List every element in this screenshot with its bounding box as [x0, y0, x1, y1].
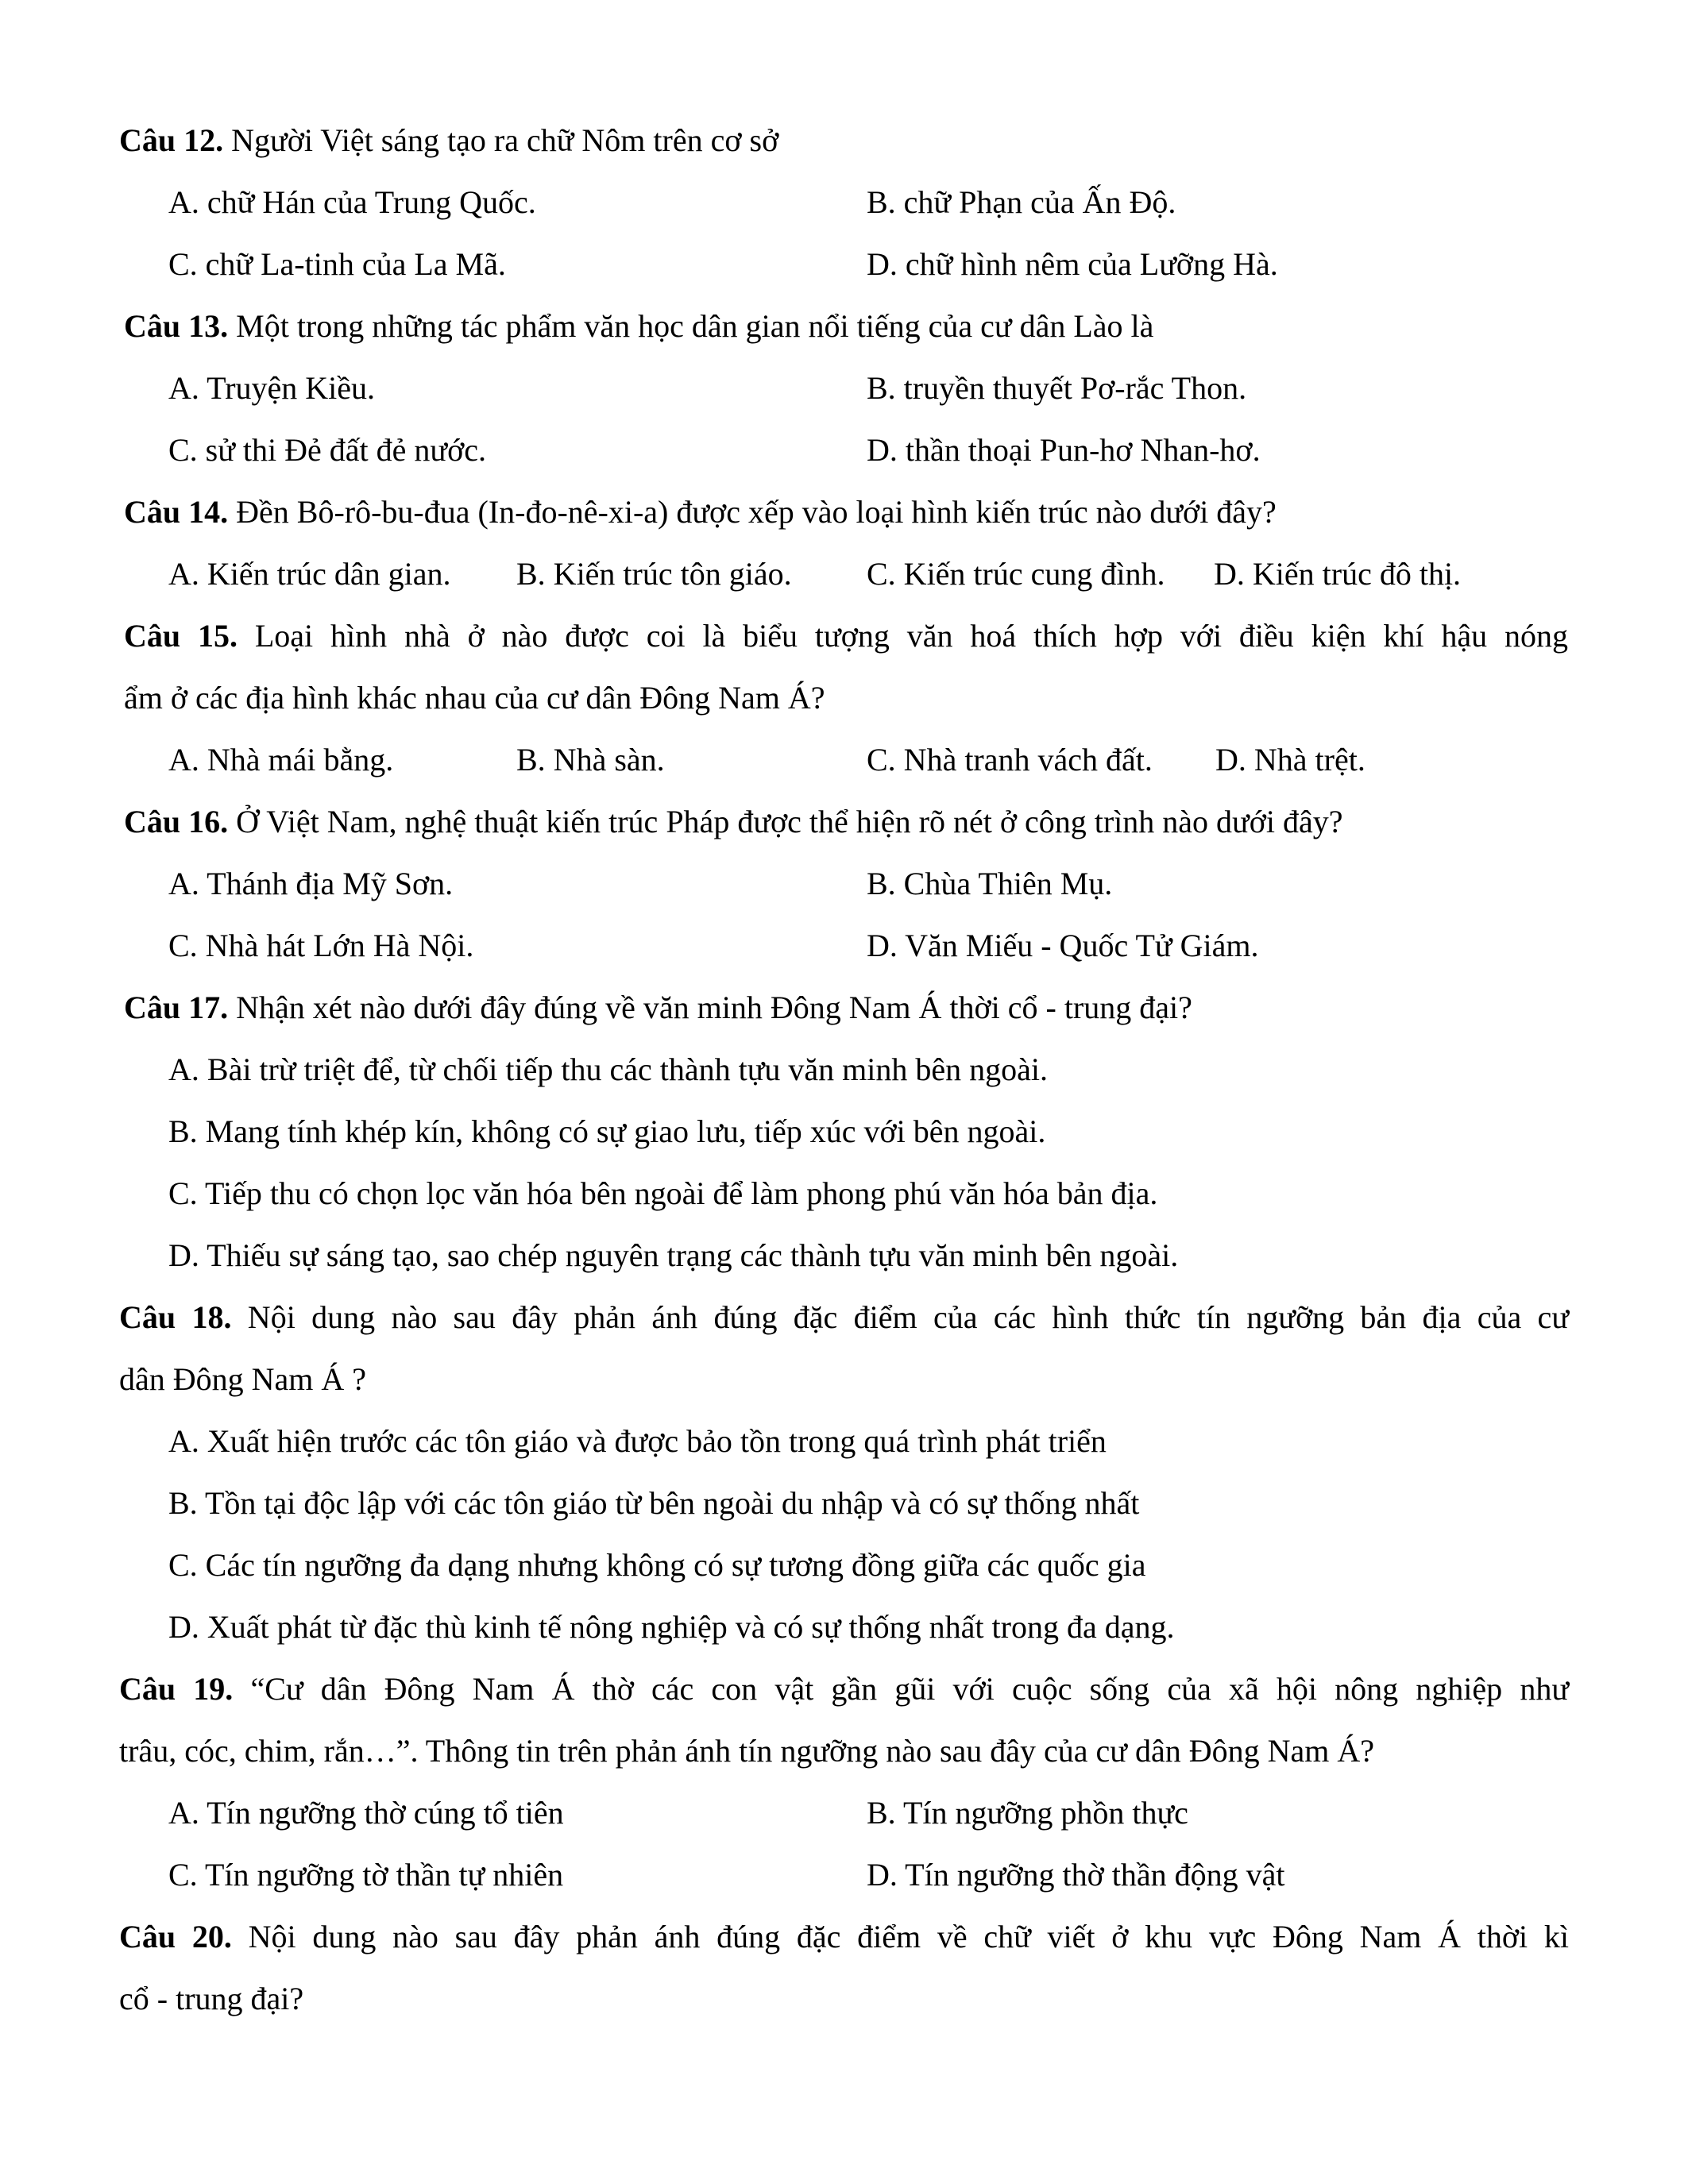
question-14-label: Câu 14.	[124, 494, 229, 530]
question-20-label: Câu 20.	[119, 1919, 232, 1954]
question-14-stem	[124, 496, 1277, 528]
question-18-stem-line-1	[119, 1299, 1569, 1335]
question-16-label: Câu 16.	[124, 804, 229, 839]
question-13-option-b: B. truyền thuyết Pơ-rắc Thon.	[867, 370, 1247, 406]
question-15-stem-line-1	[124, 620, 1568, 652]
question-14-option-b: B. Kiến trúc tôn giáo.	[516, 556, 792, 592]
question-17-option-c: C. Tiếp thu có chọn lọc văn hóa bên ngoài để làm phong phú văn hóa bản địa.	[168, 1175, 1158, 1211]
question-16-stem	[124, 806, 1342, 838]
question-19-text-1: “Cư dân Đông Nam Á thờ các con vật gần gũi với cuộc sống của xã hội nông nghiệp như	[233, 1671, 1570, 1707]
question-18-option-d: D. Xuất phát từ đặc thù kinh tế nông nghiệp và có sự thống nhất trong đa dạng.	[168, 1609, 1175, 1645]
question-18-option-b: B. Tồn tại độc lập với các tôn giáo từ bên ngoài du nhập và có sự thống nhất	[168, 1485, 1140, 1521]
question-14-text: Đền Bô-rô-bu-đua (In-đo-nê-xi-a) được xếp vào loại hình kiến trúc nào dưới đây?	[228, 494, 1277, 530]
question-20-stem-line-1	[119, 1921, 1569, 1953]
question-16-option-b: B. Chùa Thiên Mụ.	[867, 866, 1113, 901]
question-17-text: Nhận xét nào dưới đây đúng về văn minh Đông Nam Á thời cổ - trung đại?	[228, 990, 1192, 1025]
question-18-option-c: C. Các tín ngưỡng đa dạng nhưng không có sự tương đồng giữa các quốc gia	[168, 1547, 1146, 1583]
question-17-label: Câu 17.	[124, 990, 229, 1025]
question-18-label: Câu 18.	[119, 1299, 232, 1335]
question-14-option-d: D. Kiến trúc đô thị.	[1214, 556, 1462, 592]
question-12-stem	[119, 122, 779, 158]
question-16-option-c: C. Nhà hát Lớn Hà Nội.	[168, 928, 474, 963]
question-15-option-d: D. Nhà trệt.	[1215, 742, 1365, 778]
question-12-option-c: C. chữ La-tinh của La Mã.	[168, 246, 506, 282]
question-20-text-1: Nội dung nào sau đây phản ánh đúng đặc điểm về chữ viết ở khu vực Đông Nam Á thời kì	[231, 1919, 1569, 1954]
question-18-option-a: A. Xuất hiện trước các tôn giáo và được bảo tồn trong quá trình phát triển	[168, 1423, 1107, 1459]
question-19-text-2: trâu, cóc, chim, rắn…”. Thông tin trên phản ánh tín ngưỡng nào sau đây của cư dân Đông Nam Á?	[119, 1733, 1374, 1769]
question-17-option-d: D. Thiếu sự sáng tạo, sao chép nguyên trạng các thành tựu văn minh bên ngoài.	[168, 1237, 1179, 1273]
question-15-text-1: Loại hình nhà ở nào được coi là biểu tượng văn hoá thích hợp với điều kiện khí hậu nóng	[238, 618, 1568, 654]
question-16-option-d: D. Văn Miếu - Quốc Tử Giám.	[867, 928, 1259, 963]
question-13-text: Một trong những tác phẩm văn học dân gian nổi tiếng của cư dân Lào là	[228, 308, 1154, 344]
question-13-option-c: C. sử thi Đẻ đất đẻ nước.	[168, 432, 486, 468]
question-15-label: Câu 15.	[124, 618, 238, 654]
question-19-option-a: A. Tín ngưỡng thờ cúng tổ tiên	[168, 1795, 564, 1831]
question-17-option-b: B. Mang tính khép kín, không có sự giao lưu, tiếp xúc với bên ngoài.	[168, 1113, 1046, 1149]
question-13-option-d: D. thần thoại Pun-hơ Nhan-hơ.	[867, 432, 1261, 468]
question-19-option-c: C. Tín ngưỡng tờ thần tự nhiên	[168, 1857, 564, 1893]
question-20-text-2: cổ - trung đại?	[119, 1981, 304, 2016]
question-16-text: Ở Việt Nam, nghệ thuật kiến trúc Pháp được thể hiện rõ nét ở công trình nào dưới đây?	[228, 804, 1343, 839]
question-13-label: Câu 13.	[124, 308, 229, 344]
question-16-option-a: A. Thánh địa Mỹ Sơn.	[168, 866, 454, 901]
question-14-option-c: C. Kiến trúc cung đình.	[867, 556, 1165, 592]
question-12-label: Câu 12.	[119, 122, 224, 158]
question-15-text-2: ẩm ở các địa hình khác nhau của cư dân Đông Nam Á?	[124, 680, 825, 716]
question-17-stem	[124, 992, 1192, 1024]
question-12-option-d: D. chữ hình nêm của Lưỡng Hà.	[867, 246, 1278, 282]
question-13-stem	[124, 308, 1154, 344]
question-17-option-a: A. Bài trừ triệt để, từ chối tiếp thu các thành tựu văn minh bên ngoài.	[168, 1051, 1048, 1087]
question-12-option-a: A. chữ Hán của Trung Quốc.	[168, 184, 536, 220]
question-14-option-a: A. Kiến trúc dân gian.	[168, 556, 451, 592]
question-13-option-a: A. Truyện Kiều.	[168, 370, 376, 406]
question-12-text: Người Việt sáng tạo ra chữ Nôm trên cơ sở	[223, 122, 779, 158]
question-19-label: Câu 19.	[119, 1671, 234, 1707]
question-15-option-a: A. Nhà mái bằng.	[168, 742, 394, 778]
question-19-option-b: B. Tín ngưỡng phồn thực	[867, 1795, 1188, 1831]
question-19-option-d: D. Tín ngưỡng thờ thần động vật	[867, 1857, 1285, 1893]
question-12-option-b: B. chữ Phạn của Ấn Độ.	[867, 184, 1176, 220]
question-18-text-1: Nội dung nào sau đây phản ánh đúng đặc điểm của các hình thức tín ngưỡng bản địa của cư	[231, 1299, 1569, 1335]
question-18-text-2: dân Đông Nam Á ?	[119, 1361, 367, 1397]
question-15-option-b: B. Nhà sàn.	[516, 742, 665, 778]
question-19-stem-line-1	[119, 1673, 1569, 1705]
question-15-option-c: C. Nhà tranh vách đất.	[867, 742, 1153, 778]
